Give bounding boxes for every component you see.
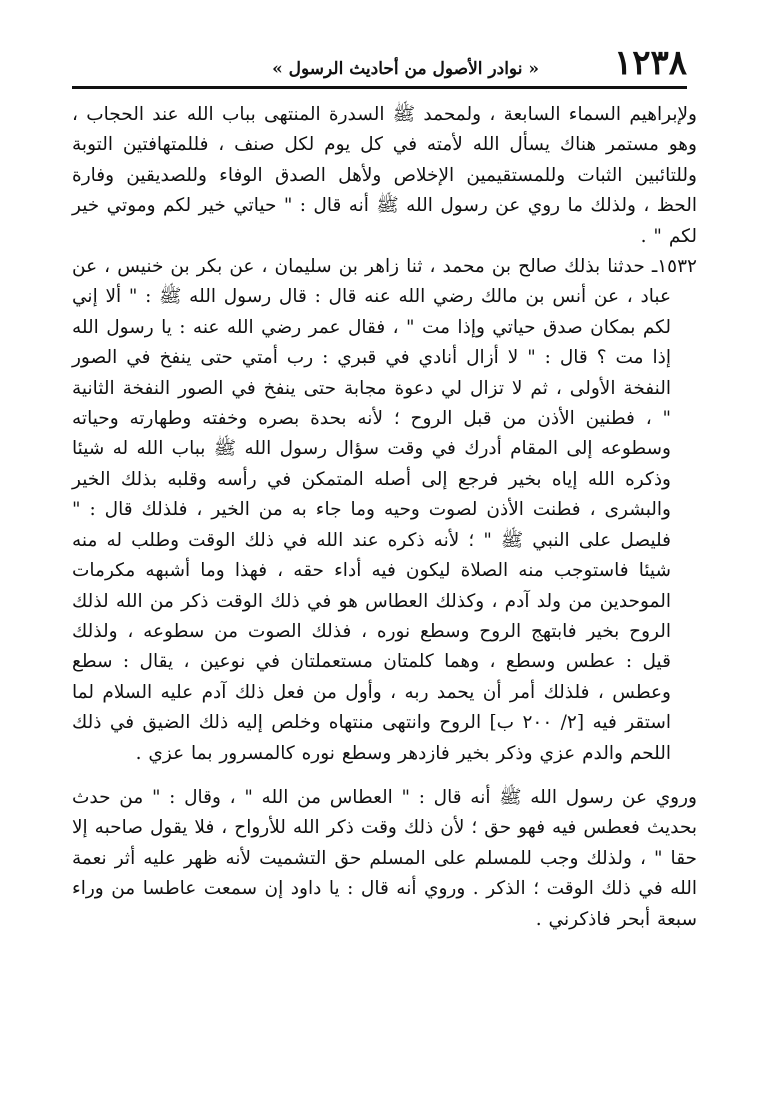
page-number: ١٢٣٨ [613, 43, 687, 83]
paragraph-hadith-1532: ١٥٣٢ـ حدثنا بذلك صالح بن محمد ، ثنا زاهر بن سليمان ، عن بكر بن خنيس ، عن عباد ، عن أنس بن مالك رضي الله عنه قال : قال رسول الله ﷺ : " ألا إني لكم بمكان صدق حياتي وإذا مت " ، فقال عمر رضي الله عنه : يا رسول الله إذا مت ؟ قال : " لا أزال أنادي في قبري : رب أمتي حتى ينفخ في الصور النفخة الأولى ، ثم لا تزال لي دعوة مجابة حتى ينفخ في الصور النفخة الثانية " ، فطنين الأذن من قبل الروح ؛ لأنه بحدة بصره وخفته وطهارته وحياته وسطوعه إلى المقام أدرك في وقت سؤال رسول الله ﷺ بباب الله له شيئا وذكره الله إياه بخير فرجع إلى أصله المتمكن في رأسه وقلبه بذلك الخير والبشرى ، فطنت الأذن لصوت وحيه وما جاء به من الخير ، فلذلك قال : " فليصل على النبي ﷺ " ؛ لأنه ذكره عند الله في ذلك الوقت وطلب له منه شيئا فاستوجب منه الصلاة ليكون فيه أداء حقه ، فهذا وما أشبهه مكرمات الموحدين من ولد آدم ، وكذلك العطاس هو في ذلك الوقت ذكر من الله لذلك الروح بخير فابتهج الروح وسطع نوره ، فذلك الصوت من سطوعه ، ولذلك قيل : عطس وسطع ، وهما كلمتان مستعملتان في نوعين ، يقال : سطع وعطس ، فلذلك أمر أن يحمد ربه ، وأول من فعل ذلك آدم عليه السلام لما استقر فيه [٢/ ٢٠٠ ب] الروح وانتهى منتهاه وخلص إليه ذلك الضيق في ذلك اللحم والدم عزي وذكر بخير فازدهر وسطع نوره كالمسرور بما عزي . [72, 256, 697, 764]
header-rule [72, 86, 687, 89]
paragraph-continuation: ولإبراهيم السماء السابعة ، ولمحمد ﷺ السدرة المنتهى بباب الله عند الحجاب ، وهو مستمر هناك يسأل الله لأمته في كل يوم لكل صنف ، فللمتهافتين التوبة وللتائبين الثبات وللمستقيمين الإخلاص ولأهل الصدق الوفاء وللصديقين وفارة الحظ ، ولذلك ما روي عن رسول الله ﷺ أنه قال : " حياتي خير لكم وموتي خير لكم " . [72, 104, 697, 247]
paragraph-sneezing: وروي عن رسول الله ﷺ أنه قال : " العطاس من الله " ، وقال : " من حدث بحديث فعطس فيه فهو حق ؛ لأن ذلك وقت ذكر الله للأرواح ، فلا يقول صاحبه إلا حقا " ، ولذلك وجب للمسلم على المسلم حق التشميت لأنه ظهر عليه أثر نعمة الله في ذلك الوقت ؛ الذكر . وروي أنه قال : يا داود إن سمعت عاطسا من وراء سبعة أبحر فاذكرني . [72, 786, 697, 930]
running-title: « نوادر الأصول من أحاديث الرسول » [272, 59, 539, 79]
body-text [72, 100, 697, 935]
page-header [72, 44, 687, 82]
